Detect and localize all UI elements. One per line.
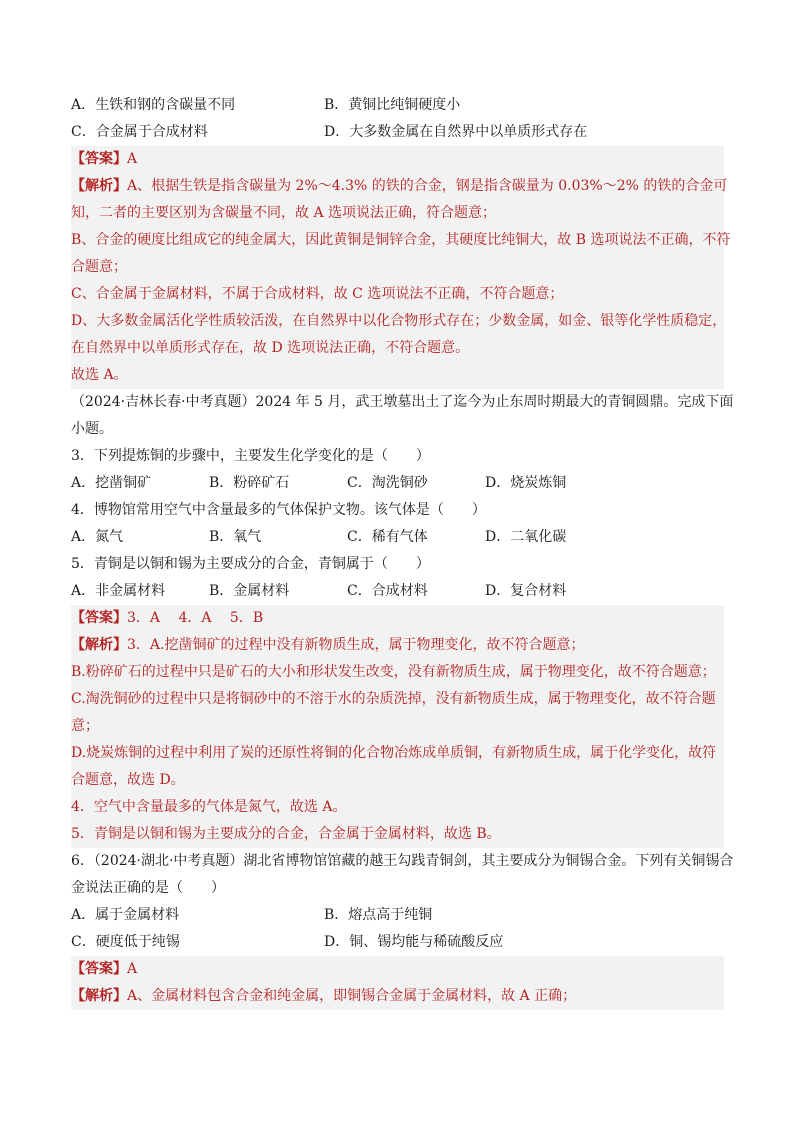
- q3-option-a[interactable]: A．挖凿铜矿: [71, 475, 152, 491]
- q2-analysis-line-6: D、大多数金属活化学性质较活泼，在自然界中以化合物形式存在；少数金属，如金、银等化学性质稳定，: [71, 308, 724, 335]
- q5-option-b[interactable]: B．金属材料: [209, 583, 290, 599]
- q5-option-d[interactable]: D．复合材料: [485, 583, 567, 599]
- q3-option-b[interactable]: B．粉碎矿石: [209, 475, 290, 491]
- q4-option-c[interactable]: C．稀有气体: [347, 529, 428, 545]
- q6-options-row-2: [71, 929, 724, 956]
- q345-answer: [71, 605, 724, 632]
- q3-option-d[interactable]: D．烧炭炼铜: [485, 475, 567, 491]
- q6-option-a[interactable]: A．属于金属材料: [71, 907, 180, 923]
- q3-option-c[interactable]: C．淘洗铜砂: [347, 475, 428, 491]
- document-page: [71, 92, 734, 1010]
- q6-answer: [71, 956, 724, 983]
- q6-option-b[interactable]: B．熔点高于纯铜: [324, 907, 433, 923]
- intro-line-2: 小题。: [71, 421, 113, 437]
- q345-analysis-line-2: B.粉碎矿石的过程中只是矿石的大小和形状发生改变，没有新物质生成，属于物理变化，故不符合题意；: [71, 659, 724, 686]
- q2-options-row-2: [71, 119, 724, 146]
- answer-value: A: [127, 961, 138, 977]
- q5-options: [71, 578, 724, 605]
- q2-option-b[interactable]: B．黄铜比纯铜硬度小: [324, 97, 461, 113]
- q4-option-a[interactable]: A．氮气: [71, 529, 124, 545]
- q345-analysis-line-5: D.烧炭炼铜的过程中利用了炭的还原性将铜的化合物冶炼成单质铜，有新物质生成，属于化学变化，故符: [71, 740, 724, 767]
- q2-options-row-1: [71, 92, 724, 119]
- analysis-text: A、金属材料包含合金和纯金属，即铜锡合金属于金属材料，故 A 正确；: [127, 988, 577, 1004]
- q6-option-d[interactable]: D．铜、锡均能与稀硫酸反应: [324, 934, 504, 950]
- q2-analysis-line-1: [71, 173, 728, 200]
- q3-stem: 3．下列提炼铜的步骤中，主要发生化学变化的是（ ）: [71, 448, 430, 464]
- q345-analysis-line-6: 合题意，故选 D。: [71, 767, 724, 794]
- q2-option-d[interactable]: D．大多数金属在自然界中以单质形式存在: [324, 124, 588, 140]
- q6-option-c[interactable]: C．硬度低于纯锡: [71, 934, 180, 950]
- q345-analysis-line-8: 5．青铜是以铜和锡为主要成分的合金，合金属于金属材料，故选 B。: [71, 821, 724, 848]
- analysis-text: 3．A.挖凿铜矿的过程中没有新物质生成，属于物理变化，故不符合题意；: [127, 637, 585, 653]
- q2-option-a[interactable]: A．生铁和钢的含碳量不同: [71, 97, 236, 113]
- analysis-text: A、根据生铁是指含碳量为 2%～4.3% 的铁的合金，钢是指含碳量为 0.03%～2% 的铁的合金可: [127, 178, 728, 194]
- q3-options: [71, 470, 724, 497]
- answer-value: A: [127, 151, 138, 167]
- q6-stem-line-2: 金说法正确的是（ ）: [71, 880, 225, 896]
- q2-answer: [71, 146, 724, 173]
- q2-analysis-line-4: 合题意；: [71, 254, 724, 281]
- q345-analysis-line-4: 意；: [71, 713, 724, 740]
- q345-analysis-line-1: [71, 632, 724, 659]
- q6-options-row-1: [71, 902, 724, 929]
- intro-line-1: （2024·吉林长春·中考真题）2024 年 5 月，武王墩墓出土了迄今为止东周时期最大的青铜圆鼎。完成下面: [71, 394, 734, 410]
- q4-option-b[interactable]: B．氧气: [209, 529, 262, 545]
- q2-analysis-line-8: 故选 A。: [71, 362, 724, 389]
- q2-analysis-line-2: 知，二者的主要区别为含碳量不同，故 A 选项说法正确，符合题意；: [71, 200, 724, 227]
- q2-analysis-line-5: C、合金属于金属材料，不属于合成材料，故 C 选项说法不正确，不符合题意；: [71, 281, 724, 308]
- q345-analysis-line-3: C.淘洗铜砂的过程中只是将铜砂中的不溶于水的杂质洗掉，没有新物质生成，属于物理变化，故不符合题: [71, 686, 724, 713]
- answer-tag: 【答案】: [71, 610, 127, 626]
- q345-analysis-line-7: 4．空气中含量最多的气体是氮气，故选 A。: [71, 794, 724, 821]
- q5-option-c[interactable]: C．合成材料: [347, 583, 428, 599]
- q6-stem-line-1: 6．（2024·湖北·中考真题）湖北省博物馆馆藏的越王勾践青铜剑，其主要成分为铜锡合金。下列有关铜锡合: [71, 853, 734, 869]
- analysis-tag: 【解析】: [71, 637, 127, 653]
- q5-stem: 5．青铜是以铜和锡为主要成分的合金，青铜属于（ ）: [71, 556, 430, 572]
- q4-stem: 4．博物馆常用空气中含量最多的气体保护文物。该气体是（ ）: [71, 502, 486, 518]
- q4-option-d[interactable]: D．二氧化碳: [485, 529, 567, 545]
- q6-analysis-line-1: [71, 983, 724, 1010]
- analysis-tag: 【解析】: [71, 988, 127, 1004]
- q4-options: [71, 524, 724, 551]
- answer-tag: 【答案】: [71, 961, 127, 977]
- q2-analysis-line-3: B、合金的硬度比组成它的纯金属大，因此黄铜是铜锌合金，其硬度比纯铜大，故 B 选项说法不正确，不符: [71, 227, 724, 254]
- q2-option-c[interactable]: C．合金属于合成材料: [71, 124, 208, 140]
- analysis-tag: 【解析】: [71, 178, 127, 194]
- answer-value: 3．A 4．A 5．B: [127, 610, 264, 626]
- q5-option-a[interactable]: A．非金属材料: [71, 583, 166, 599]
- answer-tag: 【答案】: [71, 151, 127, 167]
- q2-analysis-line-7: 在自然界中以单质形式存在，故 D 选项说法正确，不符合题意。: [71, 335, 724, 362]
